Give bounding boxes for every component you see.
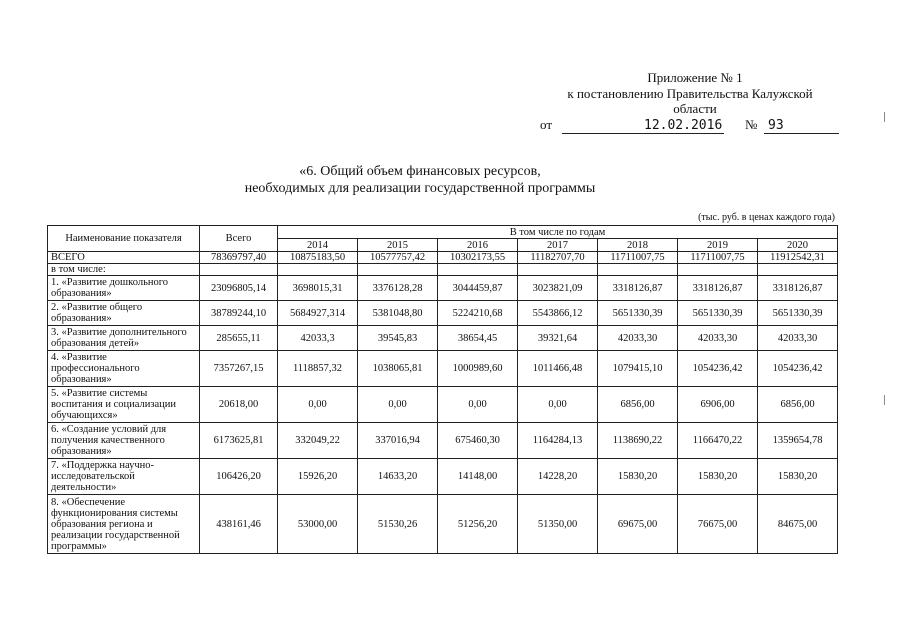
- row-year-value: 0,00: [358, 387, 438, 423]
- row-year-value: 5543866,12: [518, 301, 598, 326]
- row-year-value: 42033,30: [598, 326, 678, 351]
- row-year-value: 3023821,09: [518, 276, 598, 301]
- row-year-value: 6906,00: [678, 387, 758, 423]
- number-label: №: [745, 117, 758, 132]
- row-year-value: 0,00: [518, 387, 598, 423]
- row-year-value: 51256,20: [438, 495, 518, 554]
- row-year-value: 3376128,28: [358, 276, 438, 301]
- row-year-value: 1166470,22: [678, 423, 758, 459]
- row-year-value: 42033,3: [278, 326, 358, 351]
- row-year-value: [758, 264, 838, 276]
- row-year-value: 69675,00: [598, 495, 678, 554]
- row-year-value: 42033,30: [678, 326, 758, 351]
- row-total: 438161,46: [200, 495, 278, 554]
- column-header-years-group: В том числе по годам: [278, 226, 838, 239]
- table-row: [48, 495, 838, 554]
- row-year-value: 53000,00: [278, 495, 358, 554]
- row-year-value: 1038065,81: [358, 351, 438, 387]
- row-year-value: 1118857,32: [278, 351, 358, 387]
- table-row: [48, 351, 838, 387]
- row-year-value: 11912542,31: [758, 252, 838, 264]
- row-name: в том числе:: [48, 264, 200, 276]
- row-name: 2. «Развитие общего образования»: [48, 301, 200, 326]
- column-header-year: 2019: [678, 239, 758, 252]
- row-year-value: 3318126,87: [758, 276, 838, 301]
- row-year-value: 5651330,39: [678, 301, 758, 326]
- row-total: 285655,11: [200, 326, 278, 351]
- table-row: [48, 301, 838, 326]
- row-year-value: 3044459,87: [438, 276, 518, 301]
- table-row: [48, 459, 838, 495]
- row-year-value: 1359654,78: [758, 423, 838, 459]
- row-total: 78369797,40: [200, 252, 278, 264]
- row-year-value: 15830,20: [598, 459, 678, 495]
- row-total: 23096805,14: [200, 276, 278, 301]
- appendix-title: Приложение № 1: [647, 70, 743, 85]
- row-year-value: 0,00: [438, 387, 518, 423]
- row-total: 106426,20: [200, 459, 278, 495]
- row-year-value: 10875183,50: [278, 252, 358, 264]
- row-year-value: 3318126,87: [598, 276, 678, 301]
- row-year-value: 0,00: [278, 387, 358, 423]
- margin-mark: [884, 112, 885, 122]
- column-header-year: 2018: [598, 239, 678, 252]
- row-year-value: 3318126,87: [678, 276, 758, 301]
- row-year-value: [278, 264, 358, 276]
- table-row: [48, 264, 838, 276]
- row-year-value: 10577757,42: [358, 252, 438, 264]
- column-header-name: Наименование показателя: [48, 226, 200, 252]
- row-year-value: 1054236,42: [758, 351, 838, 387]
- row-year-value: 11711007,75: [678, 252, 758, 264]
- financial-resources-table: [47, 225, 838, 554]
- row-year-value: [598, 264, 678, 276]
- row-name: 6. «Создание условий для получения качественного образования»: [48, 423, 200, 459]
- row-year-value: [358, 264, 438, 276]
- row-year-value: 5224210,68: [438, 301, 518, 326]
- row-year-value: 6856,00: [598, 387, 678, 423]
- row-year-value: 1011466,48: [518, 351, 598, 387]
- row-year-value: 1054236,42: [678, 351, 758, 387]
- column-header-year: 2020: [758, 239, 838, 252]
- row-year-value: 39545,83: [358, 326, 438, 351]
- row-year-value: 1138690,22: [598, 423, 678, 459]
- row-year-value: 10302173,55: [438, 252, 518, 264]
- table-row: [48, 326, 838, 351]
- row-year-value: 42033,30: [758, 326, 838, 351]
- row-name: 4. «Развитие профессионального образования»: [48, 351, 200, 387]
- row-year-value: 14633,20: [358, 459, 438, 495]
- row-year-value: 11711007,75: [598, 252, 678, 264]
- row-year-value: 3698015,31: [278, 276, 358, 301]
- row-total: 7357267,15: [200, 351, 278, 387]
- row-year-value: [438, 264, 518, 276]
- column-header-total: Всего: [200, 226, 278, 252]
- region-name: области: [673, 101, 717, 116]
- row-year-value: 15926,20: [278, 459, 358, 495]
- row-name: 3. «Развитие дополнительного образования детей»: [48, 326, 200, 351]
- row-year-value: 337016,94: [358, 423, 438, 459]
- row-name: 5. «Развитие системы воспитания и социализации обучающихся»: [48, 387, 200, 423]
- row-name: 1. «Развитие дошкольного образования»: [48, 276, 200, 301]
- column-header-year: 2014: [278, 239, 358, 252]
- row-total: 6173625,81: [200, 423, 278, 459]
- row-year-value: 675460,30: [438, 423, 518, 459]
- row-year-value: 84675,00: [758, 495, 838, 554]
- row-year-value: 51350,00: [518, 495, 598, 554]
- date-underline: [562, 133, 724, 134]
- row-year-value: 5381048,80: [358, 301, 438, 326]
- row-year-value: 11182707,70: [518, 252, 598, 264]
- number-underline: [764, 133, 839, 134]
- row-year-value: 51530,26: [358, 495, 438, 554]
- row-year-value: 14228,20: [518, 459, 598, 495]
- document-number: 93: [768, 118, 784, 133]
- row-name: 7. «Поддержка научно-исследовательской деятельности»: [48, 459, 200, 495]
- row-total: 20618,00: [200, 387, 278, 423]
- units-note: (тыс. руб. в ценах каждого года): [698, 212, 835, 223]
- row-year-value: 15830,20: [678, 459, 758, 495]
- row-year-value: [518, 264, 598, 276]
- row-year-value: 1000989,60: [438, 351, 518, 387]
- table-row: [48, 423, 838, 459]
- row-year-value: 76675,00: [678, 495, 758, 554]
- row-name: 8. «Обеспечение функционирования системы образования региона и реализации государственной программы»: [48, 495, 200, 554]
- row-year-value: 1164284,13: [518, 423, 598, 459]
- margin-mark: [884, 395, 885, 405]
- row-year-value: 5651330,39: [758, 301, 838, 326]
- document-date: 12.02.2016: [644, 118, 723, 133]
- row-name: ВСЕГО: [48, 252, 200, 264]
- section-title-line-1: «6. Общий объем финансовых ресурсов,: [299, 164, 541, 179]
- row-year-value: 6856,00: [758, 387, 838, 423]
- row-year-value: 1079415,10: [598, 351, 678, 387]
- row-total: 38789244,10: [200, 301, 278, 326]
- row-year-value: 14148,00: [438, 459, 518, 495]
- row-year-value: 5651330,39: [598, 301, 678, 326]
- table-row: [48, 252, 838, 264]
- column-header-year: 2017: [518, 239, 598, 252]
- table-row: [48, 387, 838, 423]
- row-year-value: 5684927,314: [278, 301, 358, 326]
- table-row: [48, 276, 838, 301]
- row-year-value: 15830,20: [758, 459, 838, 495]
- column-header-year: 2016: [438, 239, 518, 252]
- column-header-year: 2015: [358, 239, 438, 252]
- row-year-value: 38654,45: [438, 326, 518, 351]
- row-year-value: 332049,22: [278, 423, 358, 459]
- row-year-value: 39321,64: [518, 326, 598, 351]
- from-label: от: [540, 117, 553, 132]
- row-year-value: [678, 264, 758, 276]
- row-total: [200, 264, 278, 276]
- section-title-line-2: необходимых для реализации государственной программы: [244, 181, 596, 196]
- resolution-reference: к постановлению Правительства Калужской: [567, 86, 813, 101]
